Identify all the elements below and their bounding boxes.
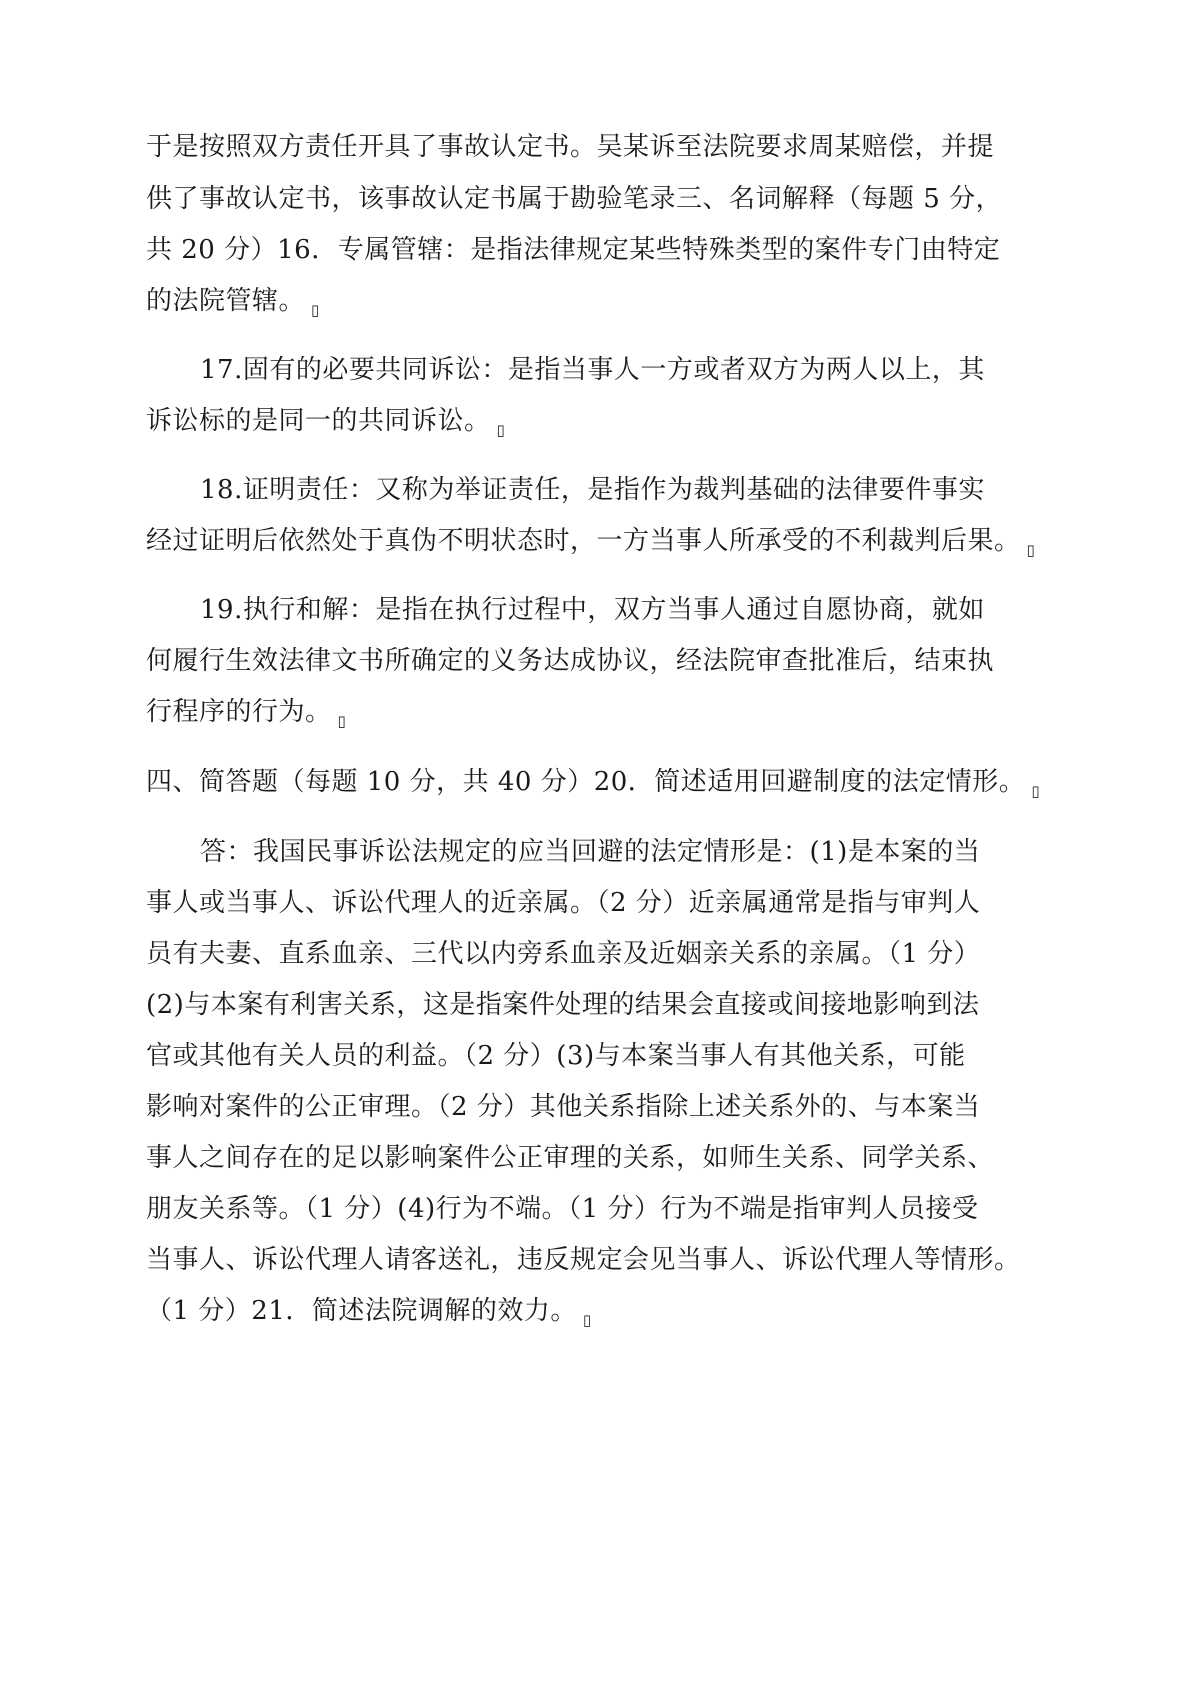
text-line: 员有夫妻、直系血亲、三代以内旁系血亲及近姻亲关系的亲属。（1 分） (146, 939, 981, 969)
text-line: 于是按照双方责任开具了事故认定书。吴某诉至法院要求周某赔偿，并提 (146, 132, 995, 162)
text-line (146, 695, 346, 738)
paragraph-mark-icon: ▯ (496, 421, 506, 439)
paragraph-mark-icon: ▯ (311, 301, 320, 319)
text-line: 当事人、诉讼代理人请客送礼，违反规定会见当事人、诉讼代理人等情形。 (146, 1245, 1021, 1275)
text-line: 答：我国民事诉讼法规定的应当回避的法定情形是：(1)是本案的当 (200, 837, 981, 867)
text-line (146, 284, 320, 327)
paragraph-mark-icon: ▯ (582, 1311, 592, 1329)
text-line: 朋友关系等。（1 分）(4)行为不端。（1 分）行为不端是指审判人员接受 (146, 1194, 979, 1224)
text-line (146, 765, 1040, 808)
text-line: 事人之间存在的足以影响案件公正审理的关系，如师生关系、同学关系、 (146, 1143, 995, 1173)
text-line: 17.固有的必要共同诉讼：是指当事人一方或者双方为两人以上，其 (200, 355, 985, 385)
text-line-content: 四、简答题（每题 10 分，共 40 分）20．简述适用回避制度的法定情形。 (146, 767, 1026, 797)
text-line: 影响对案件的公正审理。（2 分）其他关系指除上述关系外的、与本案当 (146, 1092, 981, 1122)
text-line: 事人或当事人、诉讼代理人的近亲属。（2 分）近亲属通常是指与审判人 (146, 888, 981, 918)
text-line: (2)与本案有利害关系，这是指案件处理的结果会直接或间接地影响到法 (146, 990, 980, 1020)
paragraph-mark-icon: ▯ (337, 712, 347, 730)
text-line: 18.证明责任：又称为举证责任，是指作为裁判基础的法律要件事实 (200, 475, 985, 505)
text-line: 共 20 分）16．专属管辖：是指法律规定某些特殊类型的案件专门由特定 (146, 235, 1001, 265)
paragraph-mark-icon: ▯ (1026, 541, 1036, 559)
text-line-content: 的法院管辖。 (146, 286, 306, 316)
text-line-content: （1 分）21．简述法院调解的效力。 (146, 1296, 577, 1326)
text-line-content: 经过证明后依然处于真伪不明状态时，一方当事人所承受的不利裁判后果。 (146, 526, 1021, 556)
text-line: 19.执行和解：是指在执行过程中，双方当事人通过自愿协商，就如 (200, 595, 985, 625)
text-line: 官或其他有关人员的利益。（2 分）(3)与本案当事人有其他关系，可能 (146, 1041, 966, 1071)
text-line (146, 1294, 592, 1337)
paragraph-mark-icon: ▯ (1031, 782, 1041, 800)
text-line (146, 404, 505, 447)
text-line-content: 行程序的行为。 (146, 697, 332, 727)
text-line-content: 诉讼标的是同一的共同诉讼。 (146, 406, 491, 436)
text-line: 何履行生效法律文书所确定的义务达成协议，经法院审查批准后，结束执 (146, 646, 995, 676)
text-line (146, 524, 1035, 567)
text-line: 供了事故认定书，该事故认定书属于勘验笔录三、名词解释（每题 5 分， (146, 184, 1003, 214)
